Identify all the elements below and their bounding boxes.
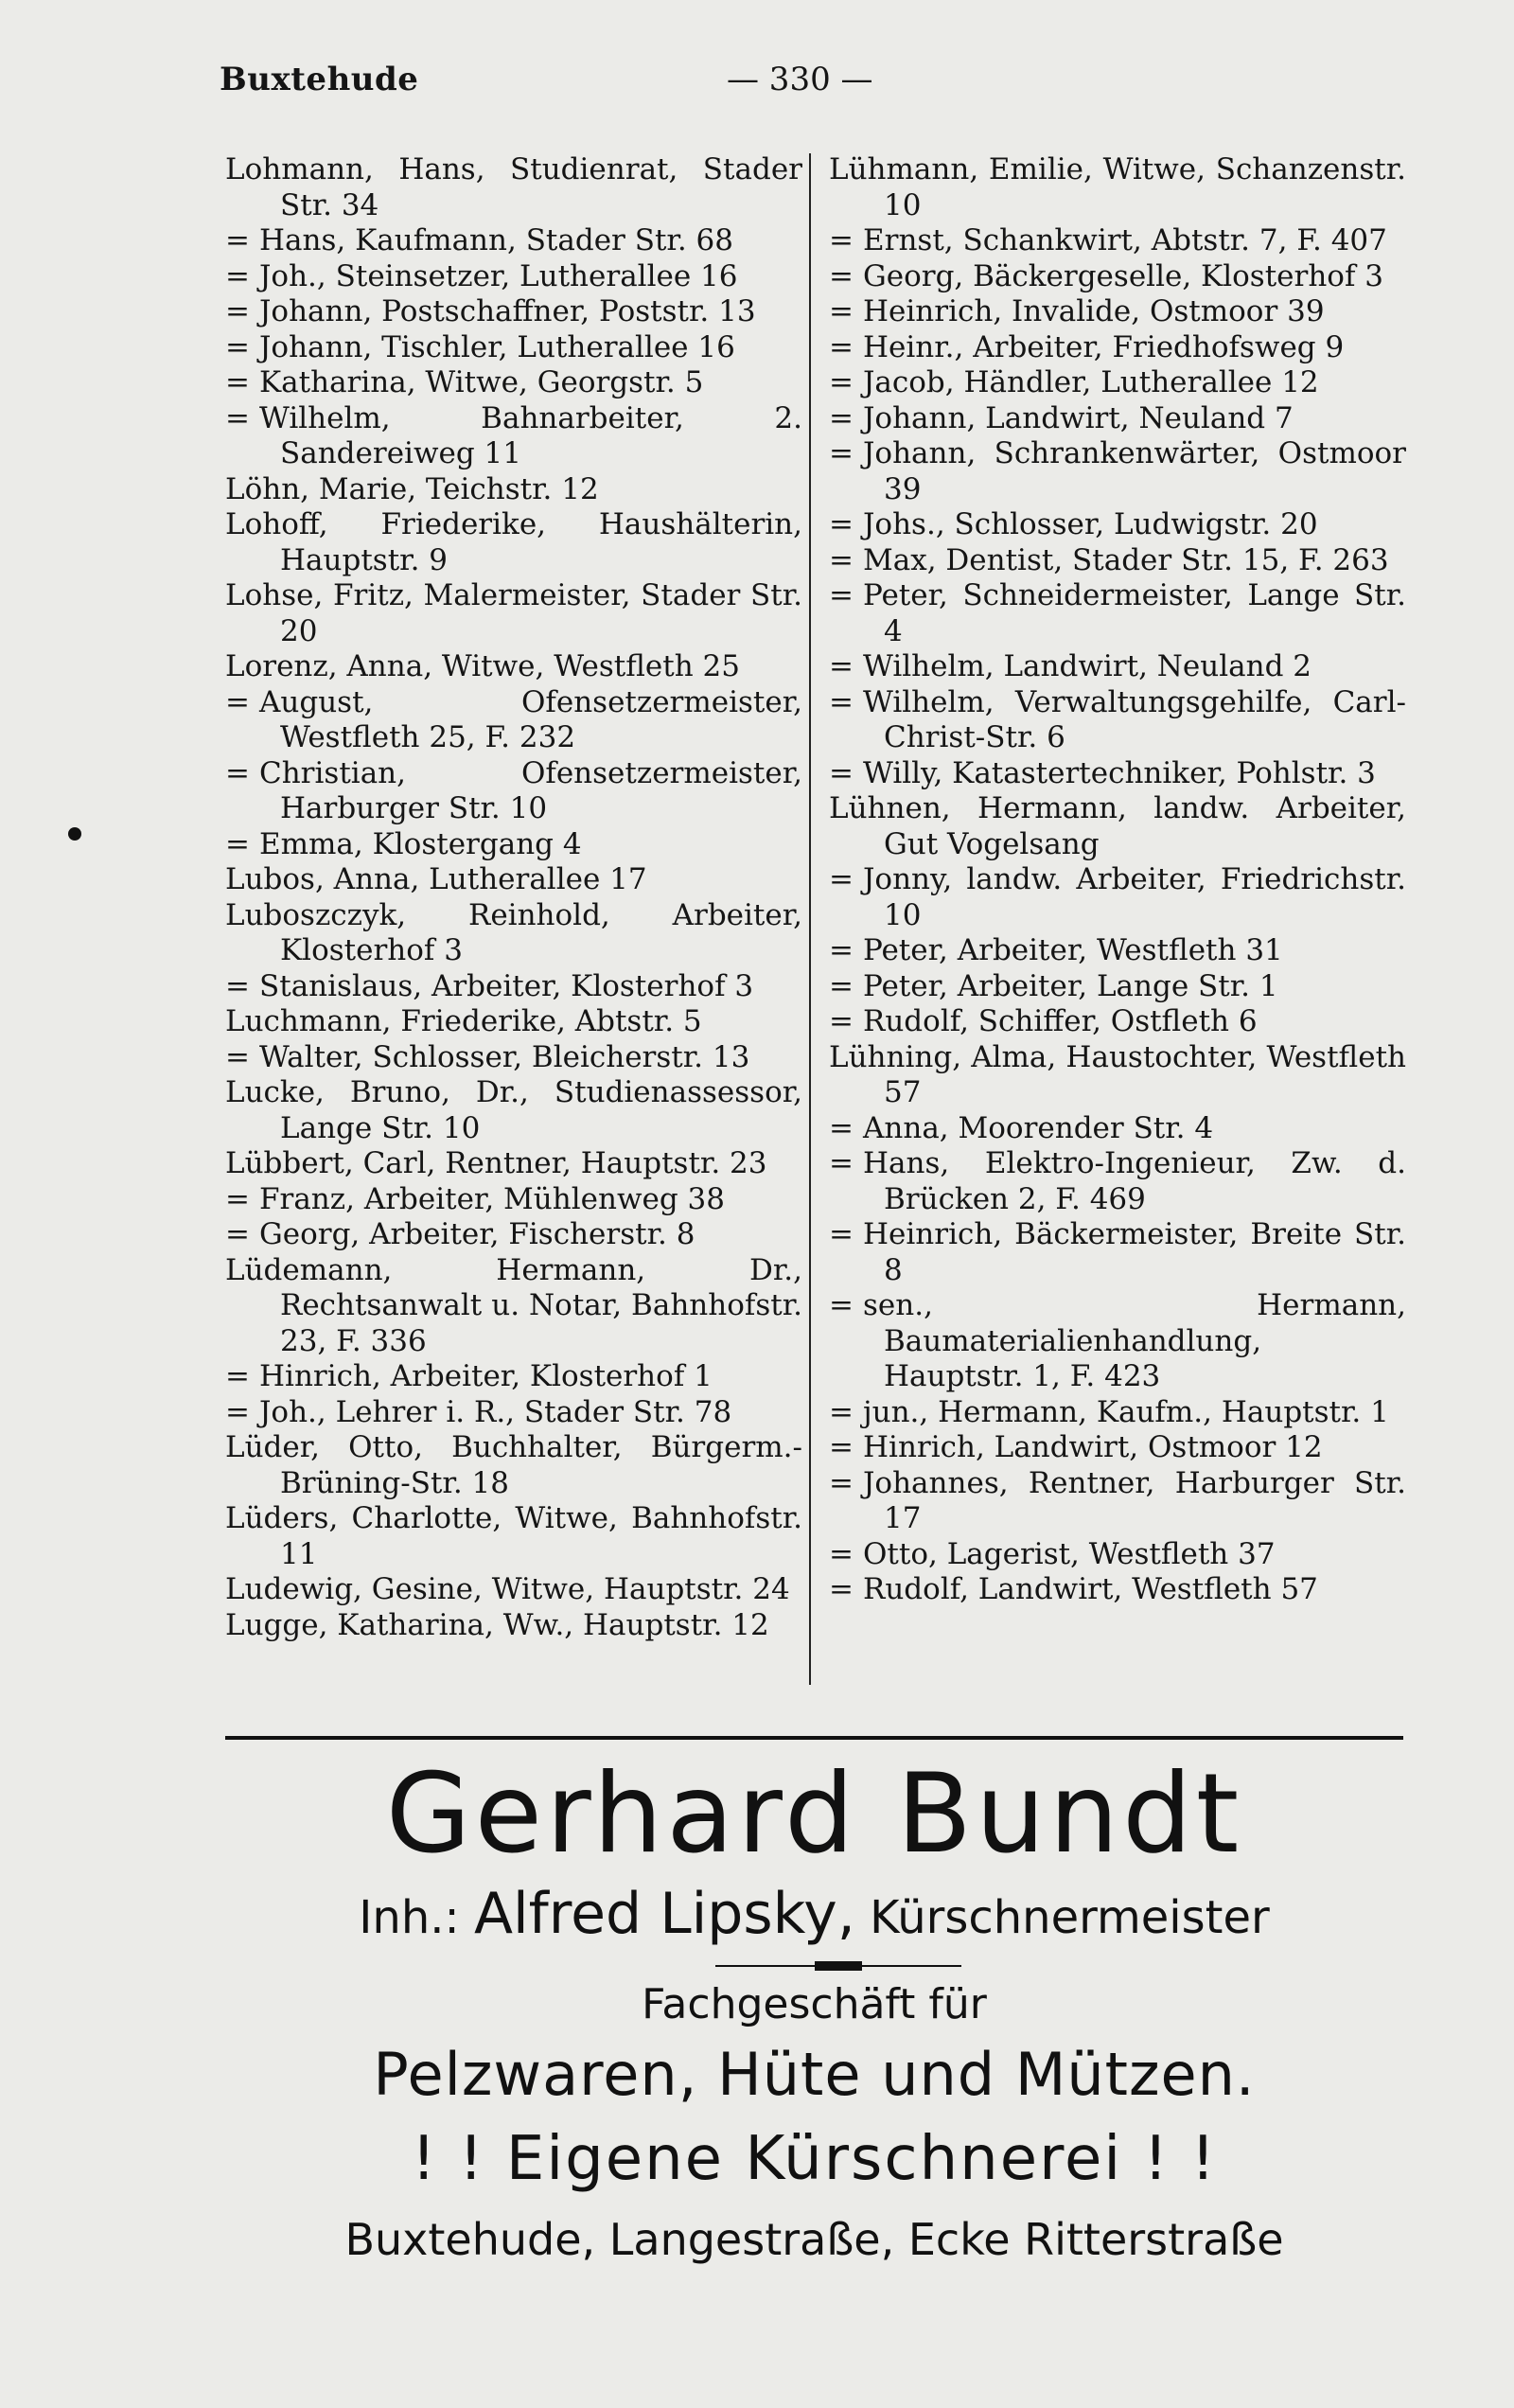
- directory-entry: [829, 330, 1406, 366]
- entry-text: Lüder, Otto, Buchhalter, Bürgerm.-Brüning-Str. 18: [225, 1430, 802, 1500]
- directory-entry: [829, 365, 1406, 401]
- entry-text: Luchmann, Friederike, Abtstr. 5: [225, 1004, 702, 1038]
- ditto-mark: =: [829, 436, 854, 470]
- ditto-mark: =: [829, 1394, 854, 1429]
- directory-entry: [225, 1395, 802, 1431]
- ditto-mark: =: [829, 755, 854, 790]
- ad-ornament: [715, 1959, 961, 1973]
- ad-owner-prefix: Inh.:: [359, 1891, 460, 1944]
- directory-entry: [829, 294, 1406, 330]
- ditto-mark: =: [829, 968, 854, 1003]
- entry-text: Hinrich, Landwirt, Ostmoor 12: [863, 1430, 1323, 1464]
- directory-entry: [225, 152, 802, 223]
- ditto-mark: =: [829, 294, 854, 328]
- directory-entry: [225, 1572, 802, 1608]
- ad-owner-line: [225, 1880, 1403, 1952]
- entry-text: Wilhelm, Landwirt, Neuland 2: [863, 649, 1312, 683]
- directory-entry: [225, 1075, 802, 1146]
- entry-text: Joh., Steinsetzer, Lutherallee 16: [259, 258, 738, 293]
- directory-entry: [829, 1146, 1406, 1217]
- ad-address: Buxtehude, Langestraße, Ecke Ritterstraße: [344, 2214, 1284, 2265]
- directory-entry: [829, 791, 1406, 862]
- ditto-mark: =: [829, 578, 854, 612]
- ad-owner-name: Alfred Lipsky,: [473, 1881, 855, 1947]
- entry-text: Lugge, Katharina, Ww., Hauptstr. 12: [225, 1607, 769, 1642]
- directory-entry: [225, 1146, 802, 1182]
- ditto-mark: =: [829, 1465, 854, 1500]
- ditto-mark: =: [829, 1146, 854, 1180]
- entry-text: Peter, Arbeiter, Lange Str. 1: [863, 968, 1278, 1003]
- directory-entry: [225, 862, 802, 898]
- ditto-mark: =: [829, 1217, 854, 1251]
- ditto-mark: =: [225, 223, 250, 257]
- entry-text: sen., Hermann, Baumaterialienhandlung, Hauptstr. 1, F. 423: [863, 1288, 1406, 1393]
- ditto-mark: =: [829, 1288, 854, 1322]
- entry-text: Wilhelm, Bahnarbeiter, 2. Sandereiweg 11: [259, 400, 802, 470]
- ditto-mark: =: [225, 684, 250, 719]
- entry-text: Georg, Bäckergeselle, Klosterhof 3: [863, 258, 1383, 293]
- ditto-mark: =: [225, 968, 250, 1003]
- ad-goods: Pelzwaren, Hüte und Mützen.: [373, 2040, 1256, 2109]
- directory-entry: [829, 1466, 1406, 1537]
- advertisement: [225, 1751, 1403, 2281]
- right-column: [829, 150, 1406, 1608]
- directory-entry: [829, 1004, 1406, 1040]
- entry-text: Lorenz, Anna, Witwe, Westfleth 25: [225, 649, 740, 683]
- entry-text: Lühning, Alma, Haustochter, Westfleth 57: [829, 1039, 1406, 1109]
- entry-text: Rudolf, Schiffer, Ostfleth 6: [863, 1004, 1258, 1038]
- entry-text: Lühmann, Emilie, Witwe, Schanzenstr. 10: [829, 152, 1406, 222]
- directory-entry: [829, 1288, 1406, 1395]
- directory-entry: [225, 649, 802, 685]
- entry-text: Lohmann, Hans, Studienrat, Stader Str. 34: [225, 152, 802, 222]
- directory-entry: [225, 1182, 802, 1218]
- entry-text: Heinrich, Invalide, Ostmoor 39: [863, 294, 1325, 328]
- directory-entry: [225, 578, 802, 649]
- directory-entry: [829, 1040, 1406, 1111]
- column-divider: [809, 153, 811, 1685]
- ditto-mark: =: [225, 1394, 250, 1429]
- directory-entry: [225, 330, 802, 366]
- directory-entry: [829, 578, 1406, 649]
- entry-text: Johs., Schlosser, Ludwigstr. 20: [863, 507, 1318, 541]
- entry-text: Emma, Klostergang 4: [259, 826, 582, 861]
- directory-entry: [225, 294, 802, 330]
- directory-entry: [829, 969, 1406, 1005]
- advertisement-rule: [225, 1736, 1403, 1740]
- entry-text: Lübbert, Carl, Rentner, Hauptstr. 23: [225, 1146, 767, 1180]
- directory-entry: [225, 969, 802, 1005]
- ditto-mark: =: [225, 1181, 250, 1216]
- entry-text: Max, Dentist, Stader Str. 15, F. 263: [863, 542, 1389, 577]
- directory-entry: [225, 472, 802, 508]
- entry-text: jun., Hermann, Kaufm., Hauptstr. 1: [863, 1394, 1389, 1429]
- ditto-mark: =: [829, 400, 854, 435]
- entry-text: Lubos, Anna, Lutherallee 17: [225, 862, 647, 896]
- page-number: — 330 —: [727, 61, 873, 98]
- entry-text: Heinrich, Bäckermeister, Breite Str. 8: [863, 1217, 1406, 1287]
- entry-text: Ernst, Schankwirt, Abtstr. 7, F. 407: [863, 223, 1387, 257]
- print-speck-dot: [68, 827, 81, 841]
- ditto-mark: =: [829, 258, 854, 293]
- ditto-mark: =: [225, 258, 250, 293]
- entry-text: August, Ofensetzermeister, Westfleth 25, F. 232: [259, 684, 802, 754]
- directory-entry: [829, 543, 1406, 579]
- ornament-bar: [815, 1961, 862, 1971]
- entry-text: Lohoff, Friederike, Haushälterin, Hauptstr. 9: [225, 507, 802, 577]
- ditto-mark: =: [225, 1217, 250, 1251]
- ditto-mark: =: [829, 1004, 854, 1038]
- entry-text: Hans, Kaufmann, Stader Str. 68: [259, 223, 733, 257]
- entry-text: Johann, Landwirt, Neuland 7: [863, 400, 1294, 435]
- directory-entry: [829, 1430, 1406, 1466]
- ditto-mark: =: [829, 1430, 854, 1464]
- entry-text: Hinrich, Arbeiter, Klosterhof 1: [259, 1359, 713, 1393]
- directory-entry: [225, 1004, 802, 1040]
- directory-entry: [225, 365, 802, 401]
- directory-entry: [829, 649, 1406, 685]
- ditto-mark: =: [829, 542, 854, 577]
- directory-entry: [829, 1572, 1406, 1608]
- directory-entry: [829, 436, 1406, 507]
- ditto-mark: =: [225, 329, 250, 364]
- directory-entry: [829, 152, 1406, 223]
- entry-text: Johann, Tischler, Lutherallee 16: [259, 329, 735, 364]
- directory-entry: [829, 507, 1406, 543]
- entry-text: Anna, Moorender Str. 4: [863, 1110, 1214, 1145]
- directory-entry: [225, 401, 802, 472]
- directory-entry: [225, 223, 802, 259]
- ad-shop-type: Fachgeschäft für: [642, 1980, 987, 2028]
- directory-entry: [829, 933, 1406, 969]
- ditto-mark: =: [225, 400, 250, 435]
- directory-entry: [829, 1217, 1406, 1288]
- entry-text: Heinr., Arbeiter, Friedhofsweg 9: [863, 329, 1345, 364]
- directory-entry: [225, 1217, 802, 1253]
- ad-workshop: ! ! Eigene Kürschnerei ! !: [411, 2124, 1218, 2194]
- entry-text: Ludewig, Gesine, Witwe, Hauptstr. 24: [225, 1572, 790, 1606]
- entry-text: Lühnen, Hermann, landw. Arbeiter, Gut Vogelsang: [829, 791, 1406, 861]
- directory-entry: [225, 1608, 802, 1644]
- directory-entry: [225, 1359, 802, 1395]
- ditto-mark: =: [829, 507, 854, 541]
- directory-entry: [829, 685, 1406, 756]
- entry-text: Peter, Arbeiter, Westfleth 31: [863, 933, 1283, 967]
- entry-text: Wilhelm, Verwaltungsgehilfe, Carl-Christ-Str. 6: [863, 684, 1406, 754]
- ditto-mark: =: [829, 1110, 854, 1145]
- page-header: [220, 53, 1412, 110]
- entry-text: Katharina, Witwe, Georgstr. 5: [259, 365, 704, 399]
- directory-entry: [225, 1430, 802, 1501]
- ditto-mark: =: [829, 1536, 854, 1571]
- ditto-mark: =: [829, 365, 854, 399]
- entry-text: Stanislaus, Arbeiter, Klosterhof 3: [259, 968, 754, 1003]
- entry-text: Jacob, Händler, Lutherallee 12: [863, 365, 1319, 399]
- directory-entry: [829, 862, 1406, 933]
- entry-text: Hans, Elektro-Ingenieur, Zw. d. Brücken 2, F. 469: [863, 1146, 1406, 1216]
- ditto-mark: =: [225, 365, 250, 399]
- ditto-mark: =: [829, 862, 854, 896]
- ditto-mark: =: [829, 684, 854, 719]
- entry-text: Jonny, landw. Arbeiter, Friedrichstr. 10: [863, 862, 1406, 932]
- running-head: Buxtehude: [220, 61, 419, 98]
- directory-entry: [225, 1253, 802, 1360]
- entry-text: Johann, Postschaffner, Poststr. 13: [259, 294, 756, 328]
- entry-text: Peter, Schneidermeister, Lange Str. 4: [863, 578, 1406, 648]
- entry-text: Christian, Ofensetzermeister, Harburger Str. 10: [259, 755, 802, 825]
- directory-entry: [225, 259, 802, 295]
- directory-entry: [225, 1040, 802, 1076]
- directory-entry: [829, 259, 1406, 295]
- entry-text: Johannes, Rentner, Harburger Str. 17: [863, 1465, 1406, 1535]
- entry-text: Johann, Schrankenwärter, Ostmoor 39: [863, 436, 1406, 506]
- directory-entry: [829, 223, 1406, 259]
- ditto-mark: =: [225, 1039, 250, 1074]
- ditto-mark: =: [829, 933, 854, 967]
- directory-entry: [225, 507, 802, 578]
- directory-entry: [829, 401, 1406, 437]
- entry-text: Lucke, Bruno, Dr., Studienassessor, Lange Str. 10: [225, 1075, 802, 1145]
- directory-columns: [225, 150, 1406, 1702]
- entry-text: Luboszczyk, Reinhold, Arbeiter, Klosterhof 3: [225, 897, 802, 967]
- ditto-mark: =: [225, 1359, 250, 1393]
- entry-text: Löhn, Marie, Teichstr. 12: [225, 471, 599, 506]
- entry-text: Franz, Arbeiter, Mühlenweg 38: [259, 1181, 725, 1216]
- entry-text: Joh., Lehrer i. R., Stader Str. 78: [259, 1394, 732, 1429]
- entry-text: Lüders, Charlotte, Witwe, Bahnhofstr. 11: [225, 1501, 802, 1571]
- directory-entry: [829, 756, 1406, 792]
- directory-entry: [225, 756, 802, 827]
- ditto-mark: =: [829, 649, 854, 683]
- entry-text: Willy, Katastertechniker, Pohlstr. 3: [863, 755, 1376, 790]
- entry-text: Lohse, Fritz, Malermeister, Stader Str. 20: [225, 578, 802, 648]
- left-column: [225, 150, 802, 1643]
- ad-company-name: Gerhard Bundt: [385, 1750, 1243, 1878]
- directory-entry: [225, 898, 802, 969]
- ditto-mark: =: [829, 223, 854, 257]
- directory-entry: [829, 1537, 1406, 1573]
- entry-text: Rudolf, Landwirt, Westfleth 57: [863, 1572, 1318, 1606]
- ditto-mark: =: [225, 294, 250, 328]
- ditto-mark: =: [225, 826, 250, 861]
- ditto-mark: =: [829, 329, 854, 364]
- entry-text: Walter, Schlosser, Bleicherstr. 13: [259, 1039, 750, 1074]
- ditto-mark: =: [225, 755, 250, 790]
- directory-entry: [225, 685, 802, 756]
- directory-entry: [829, 1111, 1406, 1147]
- directory-entry: [225, 1501, 802, 1572]
- ditto-mark: =: [829, 1572, 854, 1606]
- entry-text: Lüdemann, Hermann, Dr., Rechtsanwalt u. Notar, Bahnhofstr. 23, F. 336: [225, 1252, 802, 1358]
- entry-text: Georg, Arbeiter, Fischerstr. 8: [259, 1217, 695, 1251]
- directory-entry: [225, 827, 802, 863]
- directory-entry: [829, 1395, 1406, 1431]
- ad-owner-title: Kürschnermeister: [870, 1891, 1270, 1944]
- entry-text: Otto, Lagerist, Westfleth 37: [863, 1536, 1276, 1571]
